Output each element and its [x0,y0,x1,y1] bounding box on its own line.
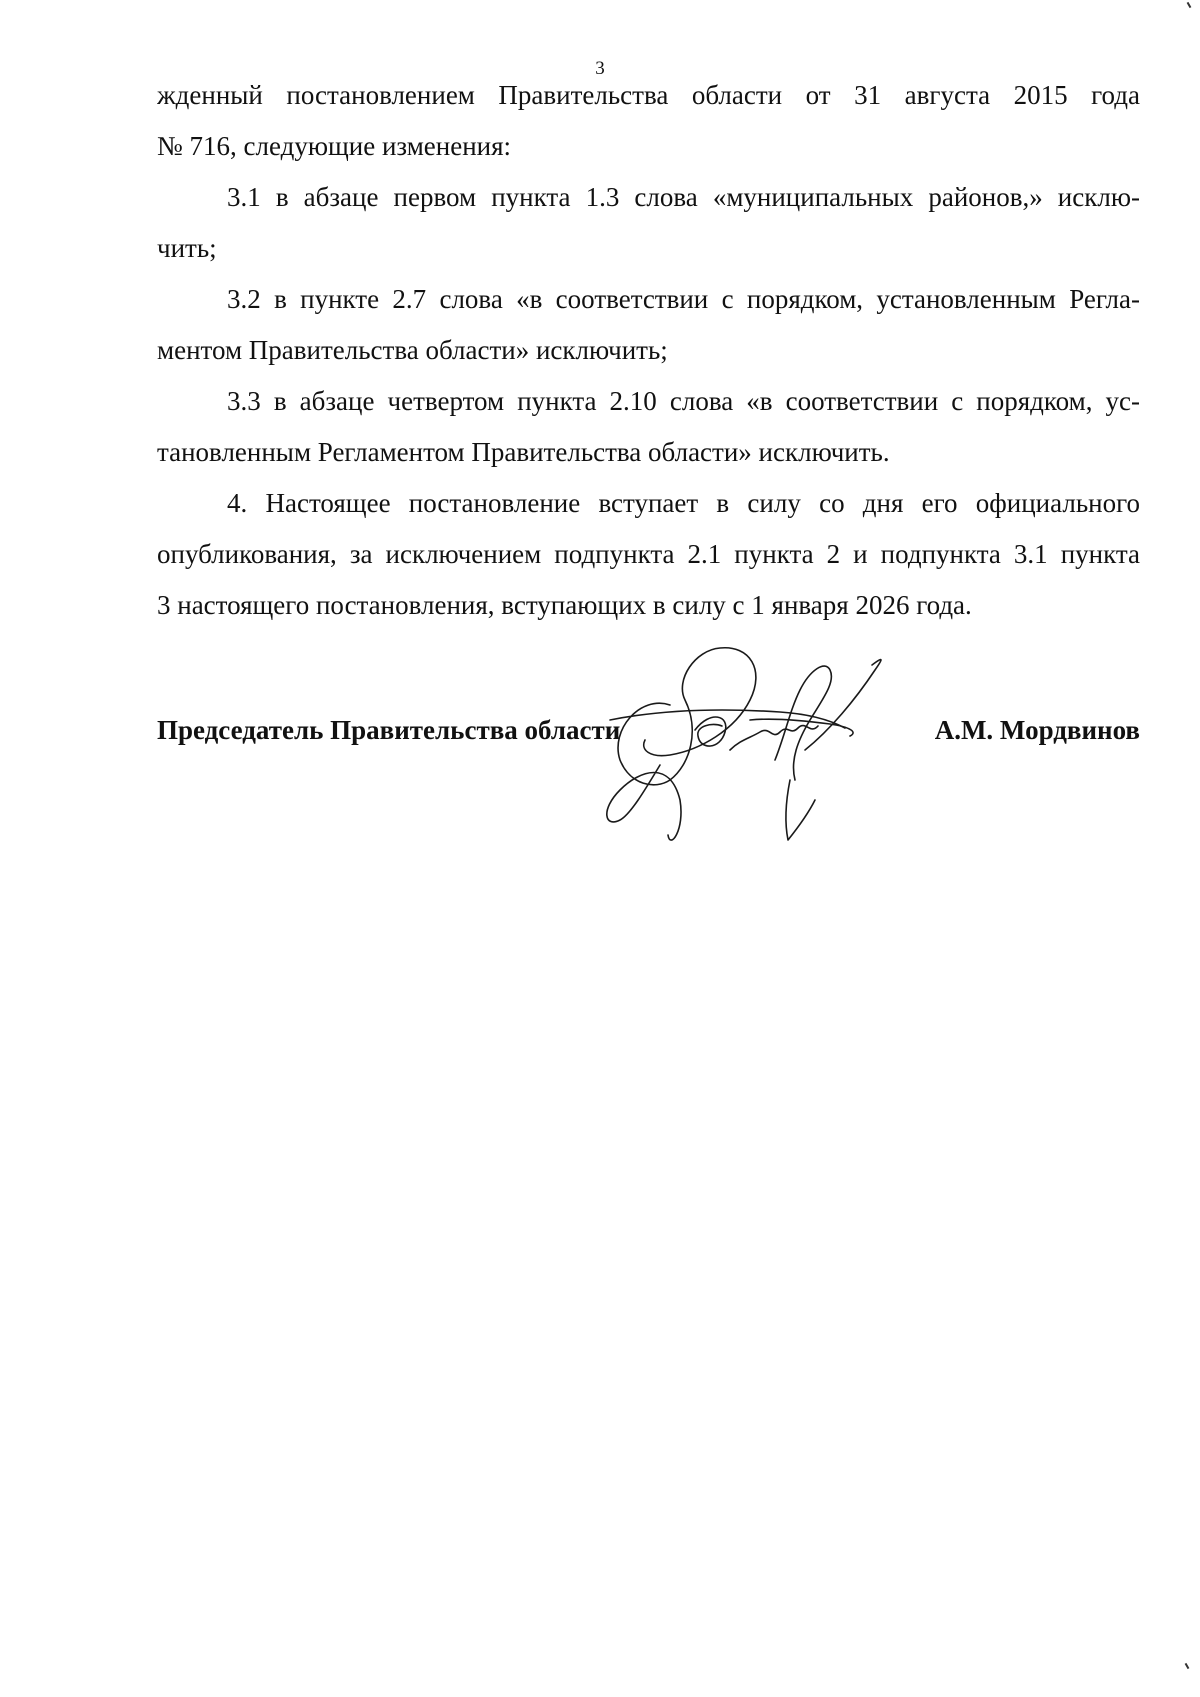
body-line: ментом Правительства области» исключить; [157,335,668,365]
signatory-title: Председатель Правительства области [157,715,621,745]
body-line: 3.3 в абзаце четвертом пункта 2.10 слова «в соответствии с порядком, ус- [227,386,1140,416]
page-number: 3 [595,58,605,79]
body-line: опубликования, за исключением подпункта 2.1 пункта 2 и подпункта 3.1 пункта [157,539,1140,569]
body-line: 4. Настоящее постановление вступает в силу со дня его официального [227,488,1140,518]
signatory-name: А.М. Мордвинов [934,715,1140,745]
body-line: № 716, следующие изменения: [157,131,512,161]
body-line: 3 настоящего постановления, вступающих в силу с 1 января 2026 года. [157,590,972,620]
body-line: 3.1 в абзаце первом пункта 1.3 слова «муниципальных районов,» исклю- [227,182,1140,212]
body-line: жденный постановлением Правительства области от 31 августа 2015 года [157,80,1140,110]
document-body [157,70,1140,631]
scan-artifact-top [1187,2,1192,8]
body-line: 3.2 в пункте 2.7 слова «в соответствии с порядком, установленным Регла- [227,284,1140,314]
handwritten-signature [600,640,940,850]
body-line: тановленным Регламентом Правительства области» исключить. [157,437,890,467]
body-line: чить; [157,233,217,263]
scan-artifact-bottom [1185,1663,1190,1669]
